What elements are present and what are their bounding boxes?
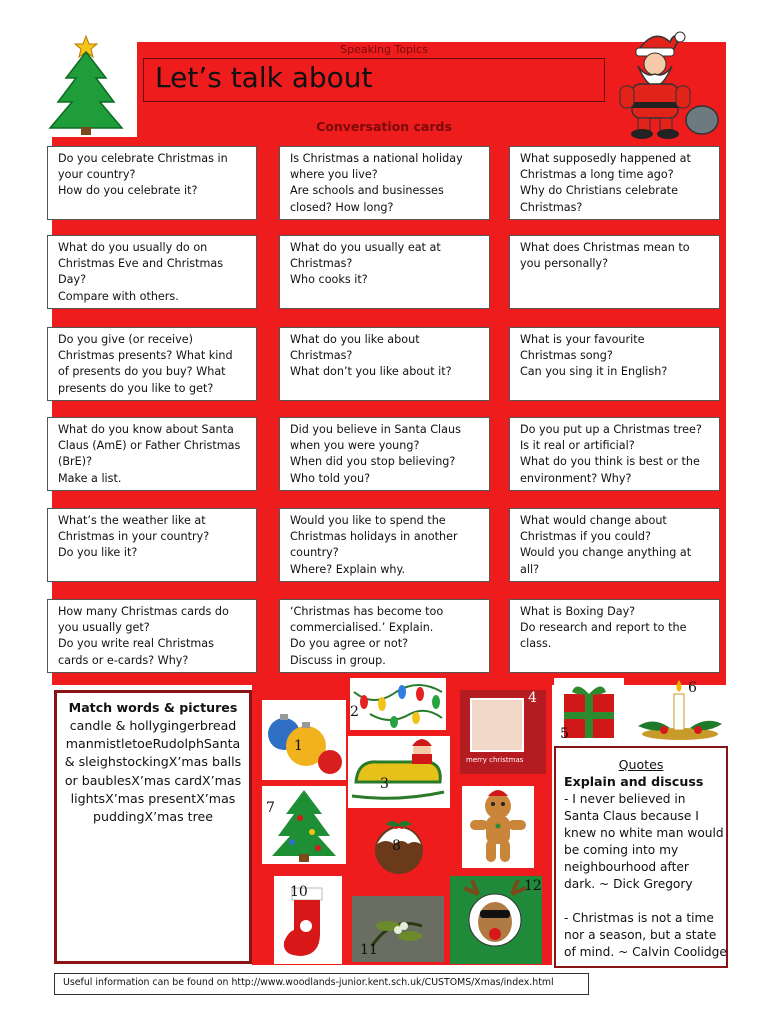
card-1: Do you celebrate Christmas in your country? How do you celebrate it? <box>47 146 257 220</box>
card-4: What do you usually do on Christmas Eve and Christmas Day? Compare with others. <box>47 235 257 309</box>
card-5: What do you usually eat at Christmas? Who cooks it? <box>279 235 490 309</box>
picture-gingerbread-man <box>462 786 534 868</box>
quote-line: - I never believed in <box>564 792 686 806</box>
gingerbread-icon <box>462 786 534 868</box>
card-11: Did you believe in Santa Claus when you were young? When did you stop believing? Who told you? <box>279 417 490 491</box>
picture-christmas-lights <box>350 678 446 730</box>
quote-line: knew no white man would <box>564 826 724 840</box>
picture-christmas-card <box>460 690 546 774</box>
picture-stocking <box>274 876 342 964</box>
quote-line: nor a season, but a state <box>564 928 717 942</box>
card-7: Do you give (or receive) Christmas presents? What kind of presents do you buy? What presents do you like to get? <box>47 327 257 401</box>
candle-holly-icon <box>634 676 726 742</box>
card-12: Do you put up a Christmas tree? Is it real or artificial? What do you think is best or the environment? Why? <box>509 417 720 491</box>
footer-link-text[interactable]: Useful information can be found on http://www.woodlands-junior.kent.sch.uk/CUSTOMS/Xmas/index.html <box>63 977 554 988</box>
match-line: or baublesX’mas cardX’mas <box>64 772 242 788</box>
card-13: What’s the weather like at Christmas in your country? Do you like it? <box>47 508 257 582</box>
quote-line: dark. ~ Dick Gregory <box>564 877 693 891</box>
picture-number: 2 <box>350 704 359 720</box>
speaking-topics-label: Speaking Topics <box>340 43 428 56</box>
picture-number: 10 <box>290 884 308 900</box>
stocking-icon <box>274 876 342 964</box>
match-words-box <box>54 690 252 964</box>
picture-christmas-pudding <box>368 814 430 876</box>
card-15: What would change about Christmas if you could? Would you change anything at all? <box>509 508 720 582</box>
quote-line: Santa Claus because I <box>564 809 699 823</box>
quote-line <box>564 893 718 910</box>
match-title: Match words & pictures <box>68 700 238 715</box>
quotes-subtitle: Explain and discuss <box>564 774 704 789</box>
subtitle: Conversation cards <box>316 119 452 134</box>
match-line: manmistletoeRudolphSanta <box>65 736 241 752</box>
footer-link-box[interactable] <box>54 973 589 995</box>
card-10: What do you know about Santa Claus (AmE) or Father Christmas (BrE)? Make a list. <box>47 417 257 491</box>
card-8: What do you like about Christmas? What don’t you like about it? <box>279 327 490 401</box>
match-line: lightsX’mas presentX’mas <box>70 790 236 806</box>
card-6: What does Christmas mean to you personally? <box>509 235 720 309</box>
lights-icon <box>350 678 446 730</box>
match-line: & sleighstockingX’mas balls <box>64 754 242 770</box>
picture-number: 11 <box>360 942 378 958</box>
picture-number: 7 <box>266 800 275 816</box>
card-9: What is your favourite Christmas song? Can you sing it in English? <box>509 327 720 401</box>
picture-number: 3 <box>380 776 389 792</box>
picture-number: 1 <box>294 738 303 754</box>
christmas-tree-icon <box>46 32 126 136</box>
picture-number: 12 <box>524 878 542 894</box>
quote-line: of mind. ~ Calvin Coolidge <box>564 945 727 959</box>
card-2: Is Christmas a national holiday where you live? Are schools and businesses closed? How long? <box>279 146 490 220</box>
tree-icon <box>262 786 346 864</box>
quote-line: neighbourhood after <box>564 860 689 874</box>
picture-candle-holly <box>634 676 726 742</box>
picture-number: 4 <box>528 690 537 706</box>
card-caption: merry christmas <box>466 756 524 764</box>
card-3: What supposedly happened at Christmas a long time ago? Why do Christians celebrate Christmas? <box>509 146 720 220</box>
card-16: How many Christmas cards do you usually get? Do you write real Christmas cards or e-cards? Why? <box>47 599 257 673</box>
santa-claus-icon <box>610 28 720 142</box>
quote-line: be coming into my <box>564 843 679 857</box>
match-line: puddingX’mas tree <box>93 809 213 825</box>
match-line: candle & hollygingerbread <box>69 718 237 733</box>
picture-rudolph <box>450 876 542 964</box>
picture-baubles <box>262 700 346 780</box>
quotes-title: Quotes <box>618 757 664 772</box>
picture-christmas-tree <box>262 786 346 864</box>
card-17: ‘Christmas has become too commercialised.’ Explain. Do you agree or not? Discuss in group. <box>279 599 490 673</box>
picture-number: 6 <box>688 680 697 696</box>
baubles-icon <box>262 700 346 780</box>
page-title: Let’s talk about <box>155 61 373 94</box>
picture-santa-sleigh <box>348 736 450 808</box>
picture-mistletoe <box>352 896 444 962</box>
quote-line: - Christmas is not a time <box>564 911 714 925</box>
sleigh-icon <box>348 736 450 808</box>
picture-number: 5 <box>560 726 569 742</box>
card-18: What is Boxing Day? Do research and report to the class. <box>509 599 720 673</box>
picture-number: 8 <box>392 838 401 854</box>
card-14: Would you like to spend the Christmas holidays in another country? Where? Explain why. <box>279 508 490 582</box>
picture-present <box>554 678 624 744</box>
quotes-box <box>554 746 728 968</box>
